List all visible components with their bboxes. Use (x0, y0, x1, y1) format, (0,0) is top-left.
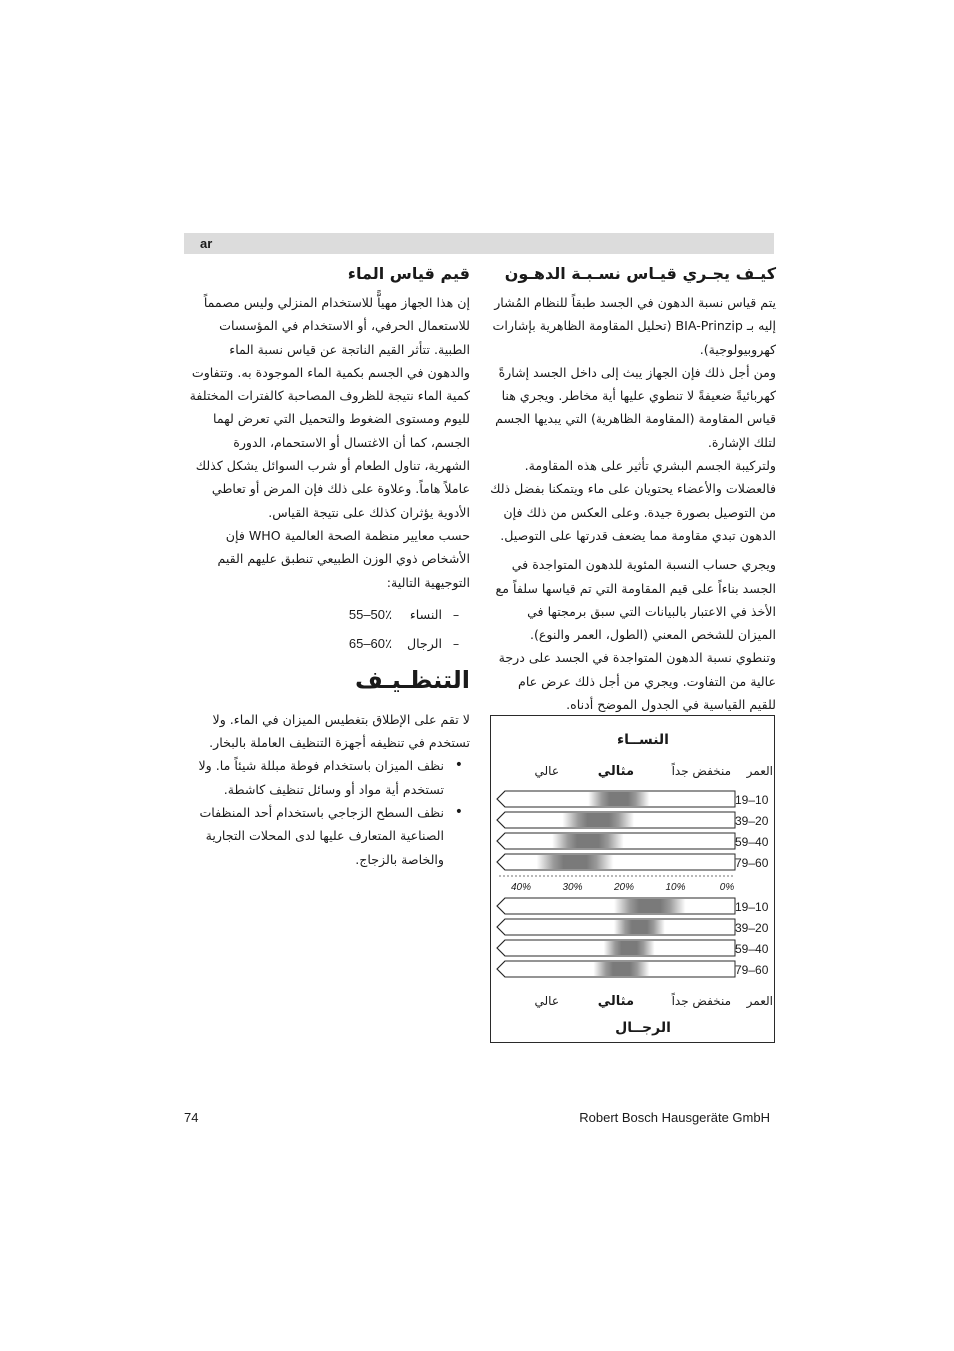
men-ideal-band (604, 941, 655, 955)
women-ideal-band (588, 792, 649, 806)
range-label-women: النساء (409, 606, 442, 622)
cleaning-bullet-1: • نظف الميزان باستخدام فوطة مبللة شيئاً ما. ولا تستخدم أية مواد أو وسائل تنظيف كاشطة. (184, 754, 470, 801)
men-age-label: 79–60 (735, 963, 769, 977)
fat-paragraph-3: ولتركيبة الجسم البشري تأثير على هذه المقاومة. فالعضلات والأعضاء يحتويان على ماء ويتمكنا بفضل ذلك من التوصيل بصورة جيدة. وعلى العكس من ذلك فإن الدهون تبدي مقاومة مما يضعف قدرتها على التوصيل. (490, 458, 776, 543)
water-paragraph-2: حسب معايير منظمة الصحة العالمية WHO فإن الأشخاص ذوي الوزن الطبيعي تنطبق عليهم القيم التوجيهية التالية: (217, 527, 470, 590)
fat-measurement-section (490, 262, 776, 716)
range-dash: – (452, 606, 460, 622)
cleaning-paragraph: لا تقم على الإطلاق بتغطيس الميزان في الماء. ولا تستخدم في تنظيفه أجهزة التنظيف العاملة بالبخار. (209, 711, 470, 751)
cleaning-bullet-2: • نظف السطح الزجاجي باستخدام أحد المنظفات الصناعية المتعارف عليها لدى المحلات التجارية والخاصة بالزجاج. (184, 801, 470, 871)
cleaning-heading: التنظـيـف (355, 665, 470, 694)
x-tick-label: 20% (613, 882, 635, 893)
chart-header-ideal-top: مثالي (597, 764, 634, 779)
range-women (184, 600, 470, 629)
chart-header-very-low-bottom: منخفض جداً (671, 994, 731, 1008)
x-tick-label: 40% (510, 882, 532, 893)
language-tag: ar (200, 236, 213, 251)
chart-header-age-top: العمر (746, 764, 773, 778)
range-value-women: 55–50٪ (348, 606, 392, 622)
women-bar-outline (497, 854, 735, 870)
x-tick-label: 30% (562, 882, 583, 893)
body-fat-chart-svg (491, 716, 776, 1044)
women-ideal-band (537, 855, 614, 869)
men-rows (497, 898, 769, 977)
women-ideal-band (552, 834, 624, 848)
range-dash: – (452, 635, 460, 651)
women-ideal-band (563, 813, 635, 827)
fat-measurement-heading: كيـف يجـري قيـاس نسـبـة الدهـون (504, 264, 776, 283)
women-rows (497, 791, 769, 870)
body-fat-chart (490, 715, 775, 1043)
fat-paragraph-4: ويجري حساب النسبة المئوية للدهون المتواجدة في الجسد بناءاً على قيم المقاومة التي تم قياسها سلفاً مع الأخذ في الاعتبار بالبيانات التي سبق برمجتها في الميزان للشخص المعني (الطول، العمر والنوع). وتنطوي نسبة الدهون المتواجدة في الجسد على درجة عالية من التفاوت. ويجري من أجل ذلك عرض عام للقيم القياسية في الجدول الموضح أدناه. (495, 557, 776, 713)
chart-header-high-top: عالي (534, 764, 559, 778)
cleaning-list (184, 754, 470, 870)
water-values-heading: قيم قياس الماء (347, 264, 470, 283)
language-bar (184, 233, 774, 254)
men-age-label: 19–10 (735, 900, 769, 914)
x-tick-label: 10% (665, 882, 686, 893)
chart-title-women: النســاء (616, 732, 670, 748)
women-age-label: 39–20 (735, 814, 769, 828)
range-men (184, 629, 470, 658)
men-ideal-band (614, 899, 686, 913)
range-value-men: 65–60٪ (348, 635, 392, 651)
chart-header-age-bottom: العمر (746, 994, 773, 1008)
chart-header-very-low-top: منخفض جداً (671, 764, 731, 778)
range-label-men: الرجال (406, 635, 442, 651)
women-age-label: 59–40 (735, 835, 769, 849)
women-age-label: 19–10 (735, 793, 769, 807)
men-age-label: 39–20 (735, 921, 769, 935)
men-ideal-band (593, 962, 649, 976)
x-tick-label: 0% (719, 882, 735, 893)
men-age-label: 59–40 (735, 942, 769, 956)
x-axis-ticks (511, 882, 734, 893)
water-paragraph-1: إن هذا الجهاز مهياًّ للاستخدام المنزلي وليس مصمماً للاستعمال الحرفي، أو الاستخدام في المؤسسات الطبية. تتأثر القيم الناتجة عن قياس نسبة الماء والدهون في الجسم بكمية الماء الموجودة به. وتتفاوت كمية الماء نتيجة للظروف المصاحبة كالفترات المختلفة لليوم ومستوى الضغوط والتحميل التي تعرض لهما الجسم، كما أن الاغتسال أو الاستحمام، الدورة الشهرية، تناول الطعام أو شرب السوائل يشكل كذلك عاملاً هاماً. وعلاوة على ذلك فإن المرض أو تعاطي الأدوية يؤثران كذلك على نتيجة القياس. (189, 295, 470, 520)
fat-paragraph-2: ومن أجل ذلك فإن الجهاز يبث إلى داخل الجسد إشارةً كهربائيةً ضعيفةً لا تنطوي عليها أية مخاطر. ويجري هنا قياس المقاومة (المقاومة الظاهرية) التي يبديها الجسم لتلك الإشارة. (495, 364, 776, 450)
chart-header-high-bottom: عالي (534, 994, 559, 1008)
water-values-section (184, 262, 470, 871)
chart-title-men: الرجــال (615, 1020, 671, 1036)
women-age-label: 79–60 (735, 856, 769, 870)
page-number: 74 (184, 1110, 199, 1125)
fat-paragraph-1: يتم قياس نسبة الدهون في الجسد طبقاً للنظام المُشار إليه بـ BIA-Prinzip (تحليل المقاومة الظاهرية بإشارات كهروبيولوجية). (492, 295, 776, 357)
chart-header-ideal-bottom: مثالي (597, 994, 634, 1009)
company-name: Robert Bosch Hausgeräte GmbH (579, 1110, 770, 1125)
men-ideal-band (614, 920, 665, 934)
